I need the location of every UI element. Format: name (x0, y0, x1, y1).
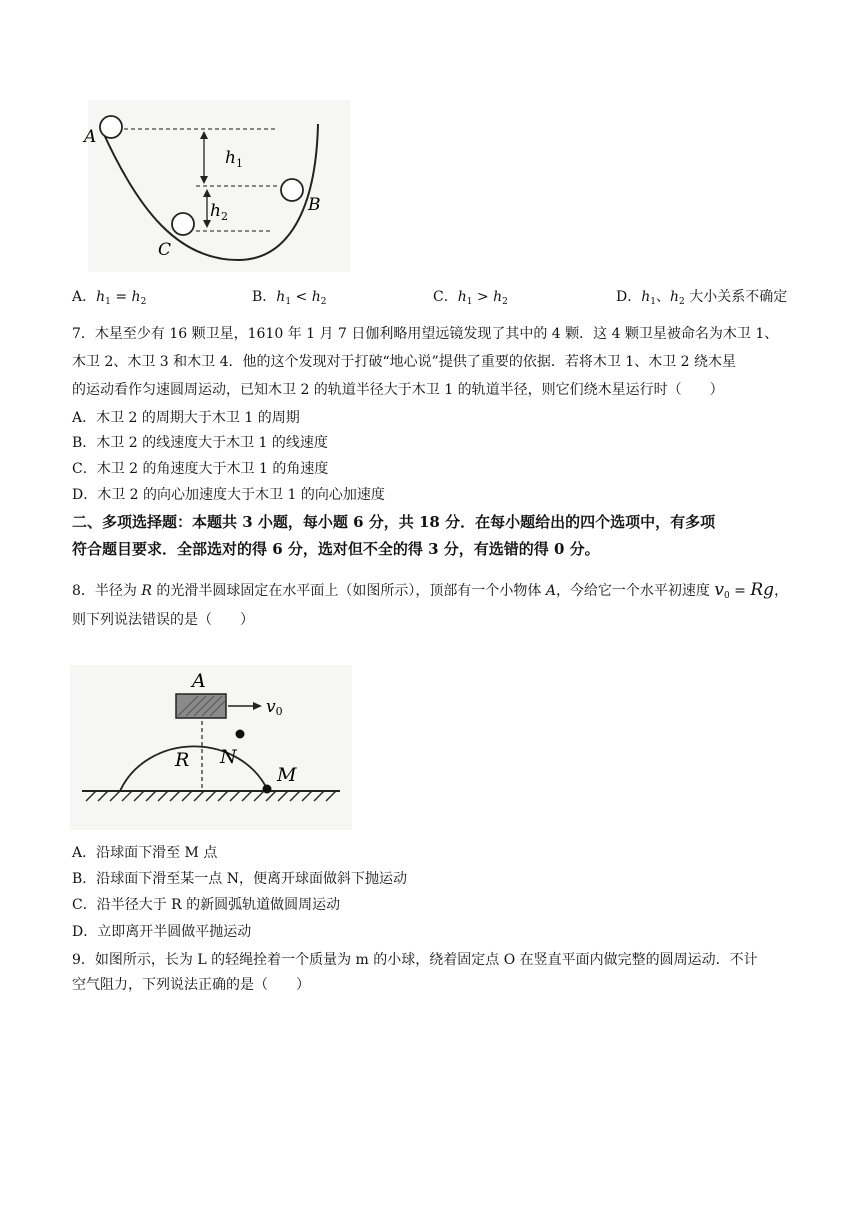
figure-hemisphere (70, 665, 352, 830)
point-m (263, 785, 272, 794)
q6-option-d: D．$h_1$、$h_2$ 大小关系不确定 (616, 289, 788, 307)
ball-a (100, 116, 122, 138)
label-v0: v0 (266, 697, 283, 718)
q7-option-c: C．木卫 2 的角速度大于木卫 1 的角速度 (72, 461, 329, 477)
q8-stem-line1: 8．半径为 R 的光滑半圆球固定在水平面上（如图所示），顶部有一个小物体 A，今给它一个水平初速度 $v_0 = Rg$， (72, 580, 789, 601)
section2-heading-line2: 符合题目要求．全部选对的得 6 分，选对但不全的得 3 分，有选错的得 0 分。 (72, 540, 600, 558)
label-h2: $h_2$ (210, 201, 228, 223)
q6-option-c: C．$h_1 > h_2$ (433, 289, 508, 307)
q7-stem-line2: 木卫 2、木卫 3 和木卫 4．他的这个发现对于打破“地心说”提供了重要的依据．若将木卫 1、木卫 2 绕木星 (72, 354, 736, 370)
ball-b (281, 179, 303, 201)
block-a (176, 694, 226, 718)
q8-option-c: C．沿半径大于 R 的新圆弧轨道做圆周运动 (72, 897, 341, 913)
q7-option-d: D．木卫 2 的向心加速度大于木卫 1 的向心加速度 (72, 487, 385, 503)
q8-option-b: B．沿球面下滑至某一点 N，便离开球面做斜下抛运动 (72, 871, 407, 887)
label-a: A (192, 670, 206, 692)
ball-c (172, 213, 194, 235)
label-m: M (277, 764, 297, 786)
hemisphere-diagram (70, 665, 352, 830)
hemisphere-arc (120, 746, 268, 791)
q8-option-a: A．沿球面下滑至 M 点 (72, 845, 218, 861)
q9-stem-line1: 9．如图所示，长为 L 的轻绳拴着一个质量为 m 的小球，绕着固定点 O 在竖直平面内做完整的圆周运动．不计 (72, 952, 758, 968)
point-n (236, 730, 245, 739)
q8-stem-line2: 则下列说法错误的是（ ） (72, 612, 254, 628)
u-track-diagram (84, 100, 350, 272)
q8-option-d: D．立即离开半圆做平抛运动 (72, 924, 252, 940)
q6-option-b: B．$h_1 < h_2$ (252, 289, 327, 307)
q9-stem-line2: 空气阻力，下列说法正确的是（ ） (72, 977, 310, 993)
section2-heading-line1: 二、多项选择题：本题共 3 小题，每小题 6 分，共 18 分．在每小题给出的四个选项中，有多项 (72, 513, 716, 531)
label-a: A (84, 127, 97, 147)
q7-stem-line3: 的运动看作匀速圆周运动，已知木卫 2 的轨道半径大于木卫 1 的轨道半径，则它们绕木星运行时（ ） (72, 382, 724, 398)
figure-u-track (84, 100, 350, 272)
q6-option-a: A．$h_1 = h_2$ (72, 289, 147, 307)
ground-hatching (86, 791, 336, 801)
label-c: C (158, 240, 172, 260)
q7-option-a: A．木卫 2 的周期大于木卫 1 的周期 (72, 410, 300, 426)
label-n: N (220, 746, 237, 768)
q7-option-b: B．木卫 2 的线速度大于木卫 1 的线速度 (72, 435, 328, 451)
q7-stem-line1: 7．木星至少有 16 颗卫星，1610 年 1 月 7 日伽利略用望远镜发现了其中的 4 颗．这 4 颗卫星被命名为木卫 1、 (72, 326, 779, 342)
label-r: R (175, 749, 190, 771)
label-b: B (308, 195, 321, 215)
label-h1: $h_1$ (225, 148, 243, 170)
